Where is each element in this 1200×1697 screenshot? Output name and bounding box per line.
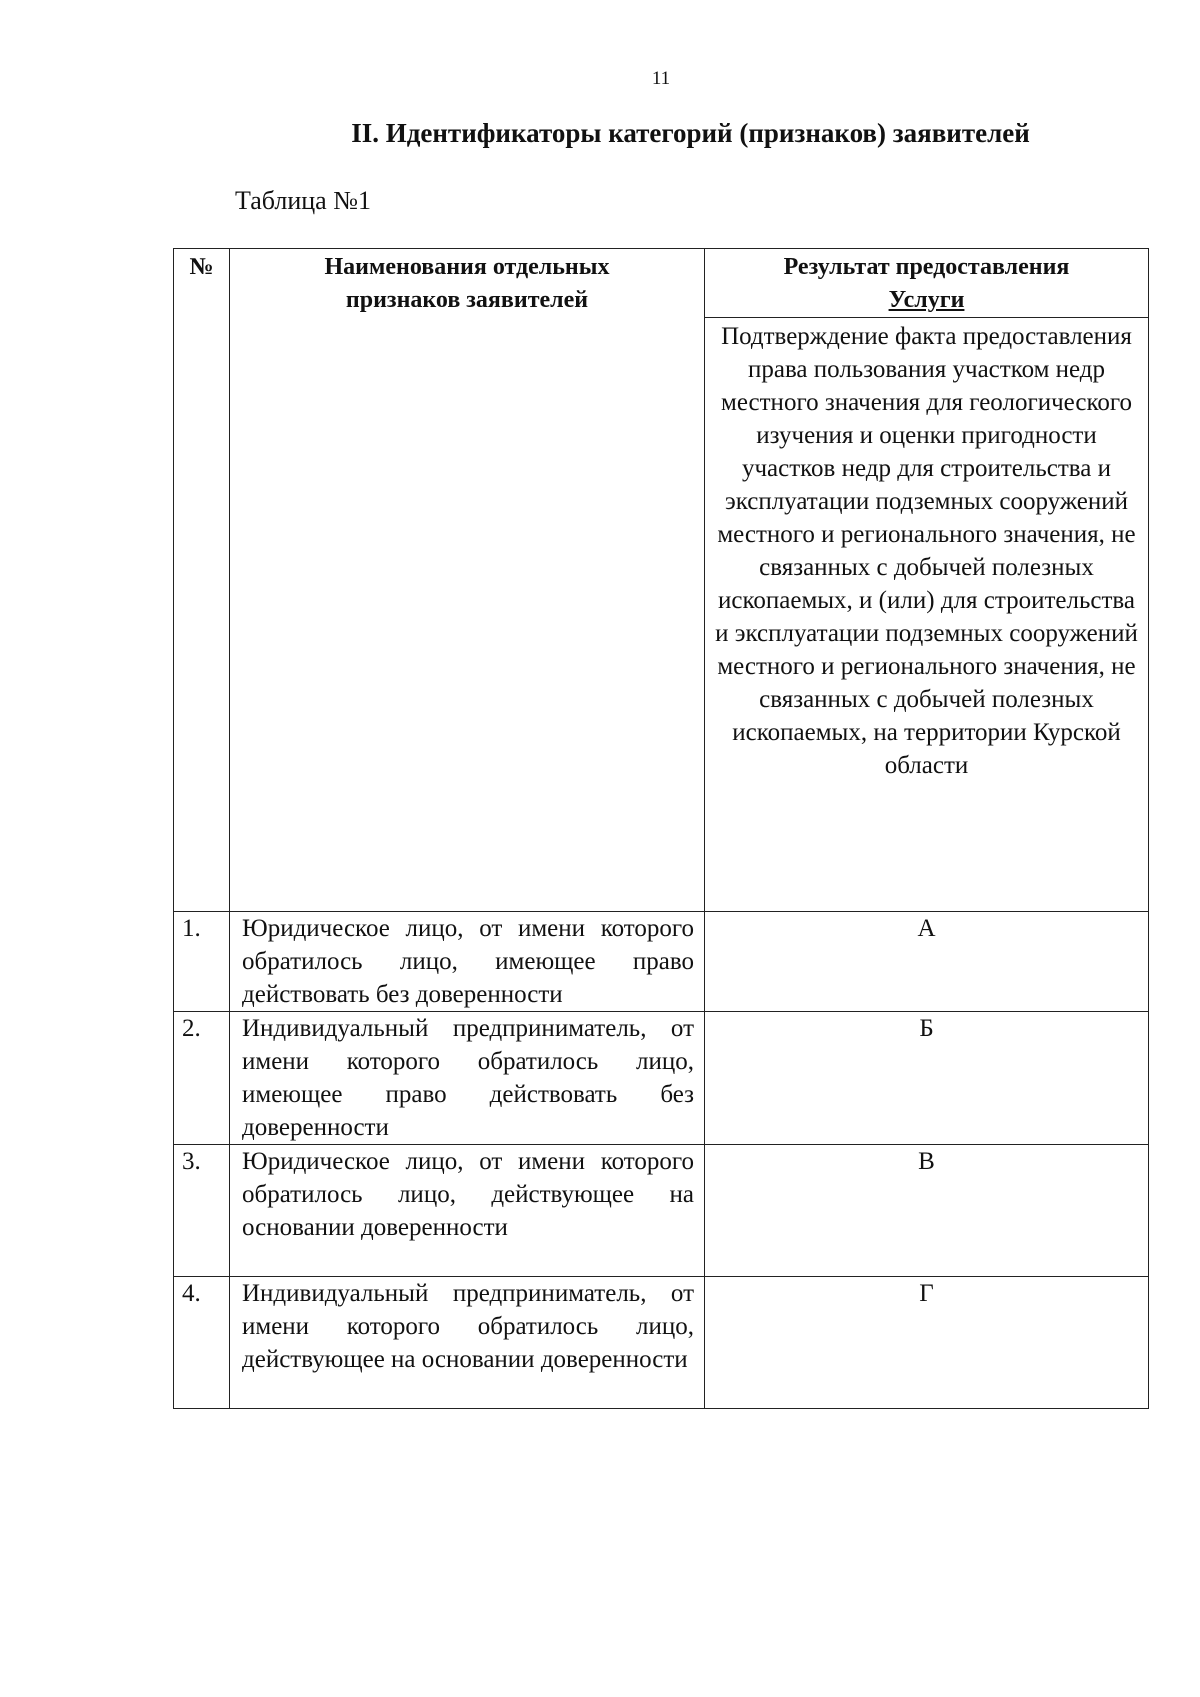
row-2-num: 2. bbox=[174, 1012, 230, 1145]
header-result-line1: Результат предоставления bbox=[783, 254, 1070, 280]
row-4-name: Индивидуальный предприниматель, от имени которого обратилось лицо, действующее на основании доверенности bbox=[230, 1277, 705, 1409]
row-4-result: Г bbox=[705, 1277, 1149, 1409]
row-3-result: В bbox=[705, 1145, 1149, 1277]
table-row bbox=[174, 912, 1149, 1012]
row-1-result: А bbox=[705, 912, 1149, 1012]
row-1-num: 1. bbox=[174, 912, 230, 1012]
section-title: II. Идентификаторы категорий (признаков) заявителей bbox=[351, 118, 1030, 148]
row-2-result: Б bbox=[705, 1012, 1149, 1145]
row-4-num: 4. bbox=[174, 1277, 230, 1409]
table-header-row bbox=[174, 249, 1149, 318]
table-label: Таблица №1 bbox=[235, 186, 372, 215]
header-num-label: № bbox=[189, 254, 214, 280]
table-row bbox=[174, 1277, 1149, 1409]
header-name bbox=[230, 249, 705, 912]
header-result-line2: Услуги bbox=[888, 287, 965, 313]
header-name-label: Наименования отдельных признаков заявителей bbox=[324, 254, 610, 313]
header-num bbox=[174, 249, 230, 912]
header-result bbox=[705, 249, 1149, 318]
result-description: Подтверждение факта предоставления права пользования участком недр местного значения для геологического изучения и оценки пригодности участков недр для строительства и эксплуатации подземных сооружений местного и регионального значения, не связанных с добычей полезных ископаемых, и (или) для строительства и эксплуатации подземных сооружений местного и регионального значения, не связанных с добычей полезных ископаемых, на территории Курской области bbox=[705, 318, 1149, 912]
row-3-num: 3. bbox=[174, 1145, 230, 1277]
table-row bbox=[174, 1145, 1149, 1277]
row-1-name: Юридическое лицо, от имени которого обратилось лицо, имеющее право действовать без доверенности bbox=[230, 912, 705, 1012]
page-number: 11 bbox=[651, 68, 671, 89]
applicant-categories-table bbox=[173, 248, 1149, 1409]
row-2-name: Индивидуальный предприниматель, от имени которого обратилось лицо, имеющее право действовать без доверенности bbox=[230, 1012, 705, 1145]
row-3-name: Юридическое лицо, от имени которого обратилось лицо, действующее на основании доверенности bbox=[230, 1145, 705, 1277]
table-row bbox=[174, 1012, 1149, 1145]
